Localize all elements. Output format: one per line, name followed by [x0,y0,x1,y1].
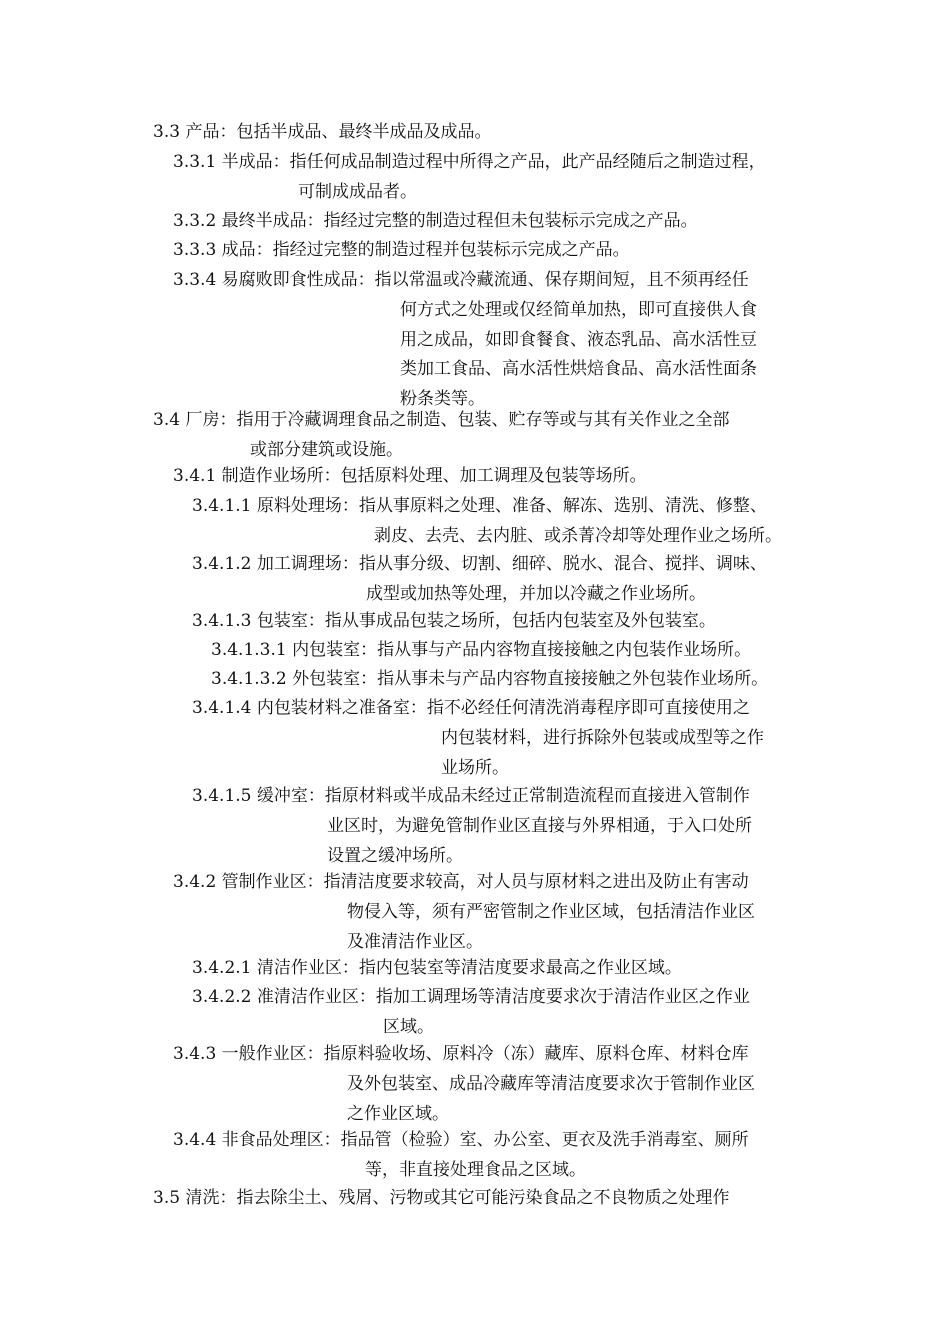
clause-3-4-4 [173,1126,749,1186]
clause-text-line: 3.4.3 一般作业区：指原料验收场、原料冷（冻）藏库、原料仓库、材料仓库 [173,1044,749,1064]
clause-3-4-3 [173,1040,755,1129]
clause-text-line: 3.3 产品：包括半成品、最终半成品及成品。 [153,122,492,142]
clause-3-4-1-3 [192,607,716,637]
clause-text-line: 设置之缓冲场所。 [327,845,463,866]
clause-text-line: 3.3.1 半成品：指任何成品制造过程中所得之产品，此产品经随后之制造过程， [173,152,766,172]
clause-3-4-1-1 [192,492,782,552]
clause-text-line: 3.4.2 管制作业区：指清洁度要求较高，对人员与原材料之进出及防止有害动 [173,872,749,892]
clause-text-line: 3.3.2 最终半成品：指经过完整的制造过程但未包装标示完成之产品。 [173,211,698,231]
clause-3-4-2 [173,868,755,957]
clause-text-line: 内包装材料，进行拆除外包装或成型等之作 [441,727,764,748]
clause-text-line: 及外包装室、成品冷藏库等清洁度要求次于管制作业区 [347,1073,755,1094]
clause-text-line: 3.4.2.2 准清洁作业区：指加工调理场等清洁度要求次于清洁作业区之作业 [192,987,750,1007]
clause-text-line: 3.4.1 制造作业场所：包括原料处理、加工调理及包装等场所。 [173,466,647,486]
clause-text-line: 3.4.4 非食品处理区：指品管（检验）室、办公室、更衣及洗手消毒室、厕所 [173,1130,749,1150]
clause-text-line: 用之成品，如即食餐食、液态乳品、高水活性豆 [400,329,757,350]
clause-text-line: 3.4.1.2 加工调理场：指从事分级、切割、细碎、脱水、混合、搅拌、调味、 [192,554,767,574]
clause-3-4 [153,406,729,466]
clause-text-line: 3.4.1.3.2 外包装室：指从事未与产品内容物直接接触之外包装作业场所。 [211,669,769,689]
clause-text-line: 粉条类等。 [400,389,485,410]
clause-text-line: 业区时，为避免管制作业区直接与外界相通，于入口处所 [327,815,752,836]
clause-text-line: 或部分建筑或设施。 [250,439,403,460]
clause-3-4-1-3-1 [211,636,751,666]
clause-text-line: 3.3.4 易腐败即食性成品：指以常温或冷藏流通、保存期间短，且不须再经任 [173,270,749,290]
clause-text-line: 类加工食品、高水活性烘焙食品、高水活性面条 [400,359,757,380]
clause-3-3-4 [173,266,757,415]
clause-text-line: 区域。 [383,1016,434,1037]
clause-3-3 [153,118,491,148]
clause-text-line: 成型或加热等处理，并加以冷藏之作业场所。 [366,583,706,604]
clause-3-4-2-1 [192,954,682,984]
clause-text-line: 3.4.1.4 内包装材料之准备室：指不必经任何清洗消毒程序即可直接使用之 [192,698,750,718]
clause-text-line: 何方式之处理或仅经简单加热，即可直接供人食 [400,299,757,320]
clause-text-line: 业场所。 [441,757,509,778]
clause-text-line: 物侵入等，须有严密管制之作业区域，包括清洁作业区 [347,901,755,922]
clause-text-line: 3.4.2.1 清洁作业区：指内包装室等清洁度要求最高之作业区域。 [192,958,682,978]
clause-text-line: 3.4.1.3.1 内包装室：指从事与产品内容物直接接触之内包装作业场所。 [211,640,752,660]
clause-text-line: 等，非直接处理食品之区域。 [365,1159,586,1180]
clause-text-line: 剥皮、去壳、去内脏、或杀菁冷却等处理作业之场所。 [374,525,782,546]
clause-3-3-1 [173,148,766,208]
clause-text-line: 3.5 清洗：指去除尘土、残屑、污物或其它可能污染食品之不良物质之处理作 [153,1188,730,1208]
clause-text-line: 及准清洁作业区。 [347,931,483,952]
clause-3-4-1-5 [192,782,752,871]
clause-text-line: 3.4.1.1 原料处理场：指从事原料之处理、准备、解冻、选别、清洗、修整、 [192,496,767,516]
clause-3-3-3 [173,236,630,266]
clause-3-5 [153,1184,729,1214]
clause-3-3-2 [173,207,698,237]
clause-3-4-1-4 [192,694,764,783]
clause-3-4-1-3-2 [211,665,768,695]
clause-text-line: 可制成成品者。 [298,181,417,202]
clause-text-line: 之作业区域。 [347,1103,449,1124]
clause-text-line: 3.3.3 成品：指经过完整的制造过程并包装标示完成之产品。 [173,240,630,260]
clause-text-line: 3.4 厂房：指用于冷藏调理食品之制造、包装、贮存等或与其有关作业之全部 [153,410,730,430]
clause-3-4-2-2 [192,983,750,1043]
clause-text-line: 3.4.1.5 缓冲室：指原材料或半成品未经过正常制造流程而直接进入管制作 [192,786,750,806]
clause-text-line: 3.4.1.3 包装室：指从事成品包装之场所，包括内包装室及外包装室。 [192,611,716,631]
clause-3-4-1 [173,462,647,492]
clause-3-4-1-2 [192,550,767,610]
